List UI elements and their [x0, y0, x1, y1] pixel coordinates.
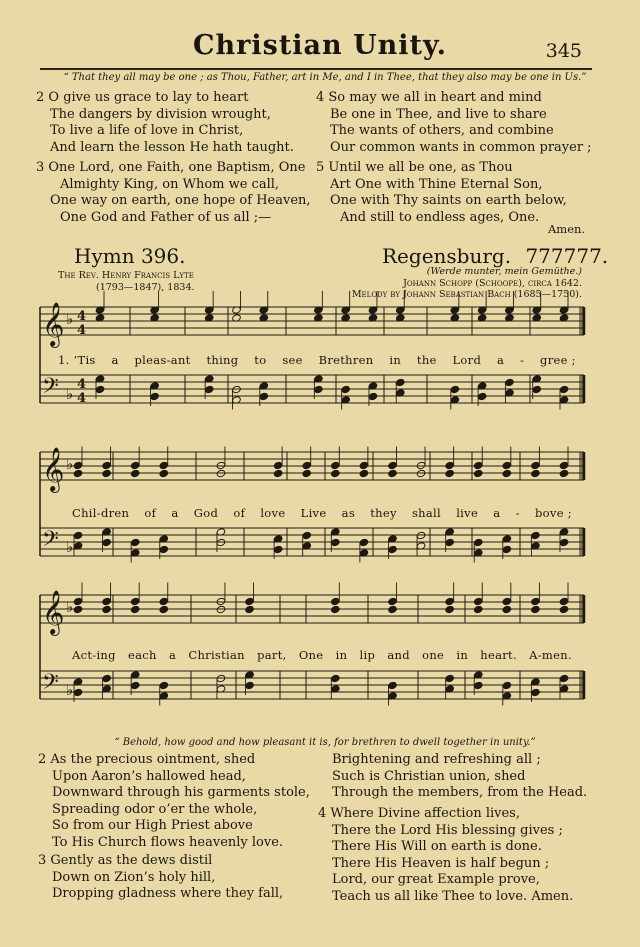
notehead [531, 461, 541, 469]
author-name: The Rev. Henry Francis Lyte [58, 270, 194, 281]
notehead [102, 461, 112, 469]
notehead [531, 688, 541, 696]
lyric-syllable: of [144, 506, 157, 520]
notehead [302, 531, 312, 539]
stanza-3-continued [318, 752, 587, 802]
notehead [159, 597, 169, 605]
lyrics-system-2 [72, 506, 572, 520]
lyric-syllable: - [520, 353, 525, 367]
notehead [73, 469, 83, 477]
notehead [130, 605, 140, 613]
lyric-syllable: Brethren [318, 353, 374, 367]
notehead [531, 605, 541, 613]
verse-line: One with Thy saints on earth below, [330, 193, 567, 209]
verse-line: Through the members, from the Head. [332, 785, 588, 801]
notehead [473, 605, 483, 613]
amen-label: Amen. [548, 222, 586, 236]
lyric-syllable: in [389, 353, 402, 367]
verse-line: Be one in Thee, and live to share [330, 106, 547, 122]
notehead [216, 538, 226, 546]
notehead [559, 385, 569, 393]
notehead [388, 461, 398, 469]
notehead [73, 531, 83, 539]
tune-meter: 777777. [525, 244, 609, 268]
notehead [73, 688, 83, 696]
notehead [388, 469, 398, 477]
notehead [531, 597, 541, 605]
notehead [502, 605, 512, 613]
flat-icon: ♭ [66, 681, 74, 699]
verse-line: Such is Christian union, shed [332, 768, 526, 784]
composer: Johann Schopp (Schoope), circa 1642. [403, 277, 582, 289]
flat-icon: ♭ [66, 310, 74, 328]
lyrics-system-3 [72, 648, 572, 662]
flat-icon: ♭ [66, 455, 74, 473]
notehead [477, 392, 487, 400]
notehead [473, 469, 483, 477]
lyric-syllable: see [282, 353, 303, 367]
verse-line: Brightening and refreshing all ; [332, 752, 541, 767]
notehead [102, 597, 112, 605]
notehead [445, 461, 455, 469]
notehead [216, 469, 226, 477]
lyric-syllable: thing [206, 353, 239, 367]
notehead [531, 469, 541, 477]
verse-line: 4 Where Divine affection lives, [318, 806, 520, 821]
notehead [150, 392, 160, 400]
verse-line: And still to endless ages, One. [340, 209, 540, 225]
notehead [502, 461, 512, 469]
notehead [359, 461, 369, 469]
verse-line: 3 Gently as the dews distil [38, 853, 213, 868]
lyric-syllable: a [493, 506, 501, 520]
notehead [473, 681, 483, 689]
tune-name: Regensburg. [382, 244, 512, 268]
lyric-syllable: and [387, 648, 410, 662]
lyric-syllable: Act-ing [72, 648, 116, 662]
notehead [532, 385, 542, 393]
page-title: Christian Unity. [193, 30, 447, 61]
notehead [216, 674, 226, 682]
verse-line: Teach us all like Thee to love. Amen. [332, 888, 574, 904]
notehead [102, 605, 112, 613]
verse-line: There His Heaven is half begun ; [332, 855, 550, 871]
notehead [159, 605, 169, 613]
lyric-syllable: God [193, 506, 219, 520]
lyric-syllable: lip [359, 648, 376, 662]
verse-line: And learn the lesson He hath taught. [50, 139, 294, 155]
verse-line: To live a life of love in Christ, [50, 123, 244, 139]
notehead [445, 597, 455, 605]
lyric-syllable: Live [300, 506, 327, 520]
verse-line: To His Church flows heavenly love. [52, 834, 284, 850]
verse-line: Down on Zion’s holy hill, [52, 869, 216, 885]
notehead [368, 392, 378, 400]
notehead [388, 605, 398, 613]
epigraph-top: “ That they all may be one ; as Thou, Father, art in Me, and I in Thee, that they also may be one in Us.” [63, 72, 587, 83]
notehead [130, 681, 140, 689]
lyric-syllable: heart. [480, 648, 517, 662]
notehead [505, 378, 515, 386]
notehead [245, 597, 255, 605]
notehead [130, 538, 140, 546]
verse-line: Our common wants in common prayer ; [330, 139, 592, 155]
time-signature: 4 [77, 377, 87, 392]
lyric-syllable: shall [411, 506, 441, 520]
notehead [130, 461, 140, 469]
verse-line: Almighty King, on Whom we call, [60, 176, 280, 192]
notehead [445, 674, 455, 682]
notehead [245, 681, 255, 689]
lyric-syllable: one [422, 648, 445, 662]
notehead [159, 469, 169, 477]
notehead [445, 605, 455, 613]
lyric-syllable: a [168, 648, 177, 662]
verse-line: The wants of others, and combine [330, 123, 554, 139]
notehead [331, 538, 341, 546]
author-dates: (1793—1847), 1834. [96, 281, 195, 293]
time-signature: 4 [77, 309, 87, 324]
bass-clef-icon: 𝄢 [42, 374, 59, 404]
notehead [359, 538, 369, 546]
notehead [559, 461, 569, 469]
lyric-syllable: part, [257, 648, 287, 662]
notehead [130, 597, 140, 605]
notehead [388, 545, 398, 553]
verse-line: There His Will on earth is done. [332, 839, 542, 855]
notehead [102, 538, 112, 546]
lyric-syllable: as [341, 506, 356, 520]
lyric-syllable: the [416, 353, 437, 367]
notehead [388, 597, 398, 605]
notehead [159, 545, 169, 553]
notehead [232, 385, 242, 393]
notehead [273, 469, 283, 477]
verse-line: Art One with Thine Eternal Son, [330, 176, 543, 192]
lyric-syllable: in [335, 648, 348, 662]
lyric-syllable: to [254, 353, 267, 367]
verse-line: So from our High Priest above [52, 818, 253, 834]
notehead [450, 385, 460, 393]
verse-line: There the Lord His blessing gives ; [332, 822, 563, 838]
flat-icon: ♭ [66, 385, 74, 403]
time-signature: 4 [77, 323, 87, 338]
notehead [416, 469, 426, 477]
notehead [473, 461, 483, 469]
notehead [559, 597, 569, 605]
treble-clef-icon: 𝄞 [42, 590, 65, 634]
flat-icon: ♭ [66, 538, 74, 556]
page-number: 345 [545, 40, 582, 62]
notehead [216, 605, 226, 613]
lyric-syllable: in [456, 648, 469, 662]
notehead [559, 538, 569, 546]
notehead [502, 469, 512, 477]
lyric-syllable: Chil-dren [72, 506, 130, 520]
lyric-syllable: a [171, 506, 179, 520]
notehead [204, 385, 214, 393]
notehead [395, 378, 405, 386]
lyrics-system-1 [58, 353, 576, 367]
notehead [559, 469, 569, 477]
notehead [531, 531, 541, 539]
verse-line: One God and Father of us all ;— [60, 209, 272, 225]
verse-line: 4 So may we all in heart and mind [316, 90, 542, 105]
notehead [416, 531, 426, 539]
lyric-syllable: One [298, 648, 324, 662]
notehead [445, 538, 455, 546]
time-signature: 4 [77, 391, 87, 406]
notehead [314, 385, 324, 393]
notehead [473, 597, 483, 605]
notehead [159, 461, 169, 469]
notehead [216, 597, 226, 605]
notehead [259, 392, 269, 400]
verse-line: Spreading odor o’er the whole, [52, 801, 258, 817]
lyric-syllable: each [128, 648, 157, 662]
notehead [416, 461, 426, 469]
notehead [273, 461, 283, 469]
notehead [559, 605, 569, 613]
notehead [102, 674, 112, 682]
notehead [102, 469, 112, 477]
verse-line: Lord, our great Example prove, [332, 872, 540, 888]
verse-line: 2 O give us grace to lay to heart [36, 90, 249, 105]
notehead [216, 461, 226, 469]
notehead [502, 681, 512, 689]
lyric-syllable: of [233, 506, 246, 520]
notehead [331, 469, 341, 477]
lyric-syllable: Christian [188, 648, 245, 662]
bass-clef-icon: 𝄢 [42, 527, 59, 557]
lyric-syllable: A-men. [529, 648, 572, 662]
notehead [331, 461, 341, 469]
notehead [273, 545, 283, 553]
lyric-syllable: love [260, 506, 286, 520]
notehead [73, 461, 83, 469]
notehead [73, 597, 83, 605]
lyric-syllable: a [111, 353, 119, 367]
notehead [95, 385, 105, 393]
notehead [502, 597, 512, 605]
notehead [341, 385, 351, 393]
notehead [302, 469, 312, 477]
notehead [245, 605, 255, 613]
verse-line: The dangers by division wrought, [50, 106, 271, 122]
tune-source: (Werde munter, mein Gemüthe.) [426, 266, 582, 277]
notehead [559, 674, 569, 682]
bass-clef-icon: 𝄢 [42, 670, 59, 700]
lyric-syllable: Lord [452, 353, 482, 367]
notehead [359, 469, 369, 477]
melody-credit: Melody by Johann Sebastian Bach (1685—1750). [351, 289, 582, 300]
stanza-4 [318, 806, 573, 906]
lyric-syllable: a [496, 353, 505, 367]
lyric-syllable: they [370, 506, 397, 520]
lyric-syllable: bove ; [535, 506, 572, 520]
verse-line: One way on earth, one hope of Heaven, [50, 193, 311, 209]
epigraph-bottom: “ Behold, how good and how pleasant it is, for brethren to dwell together in unity.” [114, 737, 536, 748]
notehead [473, 538, 483, 546]
notehead [445, 469, 455, 477]
verse-line: 5 Until we all be one, as Thou [316, 160, 513, 175]
verse-line: Dropping gladness where they fall, [52, 886, 284, 902]
lyric-syllable: live [456, 506, 479, 520]
notehead [502, 545, 512, 553]
lyric-syllable: 1. ’Tis [58, 353, 96, 367]
notehead [73, 605, 83, 613]
lyric-syllable: - [515, 506, 520, 520]
notehead [130, 469, 140, 477]
verse-line: 2 As the precious ointment, shed [38, 752, 256, 767]
stanza-2 [38, 752, 310, 852]
stanza-3 [38, 853, 283, 903]
lyric-syllable: gree ; [540, 353, 576, 367]
notehead [388, 681, 398, 689]
notehead [302, 461, 312, 469]
verse-line: 3 One Lord, one Faith, one Baptism, One [36, 160, 306, 175]
treble-clef-icon: 𝄞 [42, 447, 65, 491]
notehead [159, 681, 169, 689]
treble-clef-icon: 𝄞 [42, 302, 65, 346]
notehead [331, 605, 341, 613]
verse-line: Downward through his garments stole, [52, 785, 310, 801]
flat-icon: ♭ [66, 598, 74, 616]
verse-line: Upon Aaron’s hallowed head, [52, 768, 246, 784]
lyric-syllable: pleas-ant [134, 353, 191, 367]
notehead [331, 597, 341, 605]
hymn-number: Hymn 396. [74, 244, 186, 268]
notehead [331, 674, 341, 682]
